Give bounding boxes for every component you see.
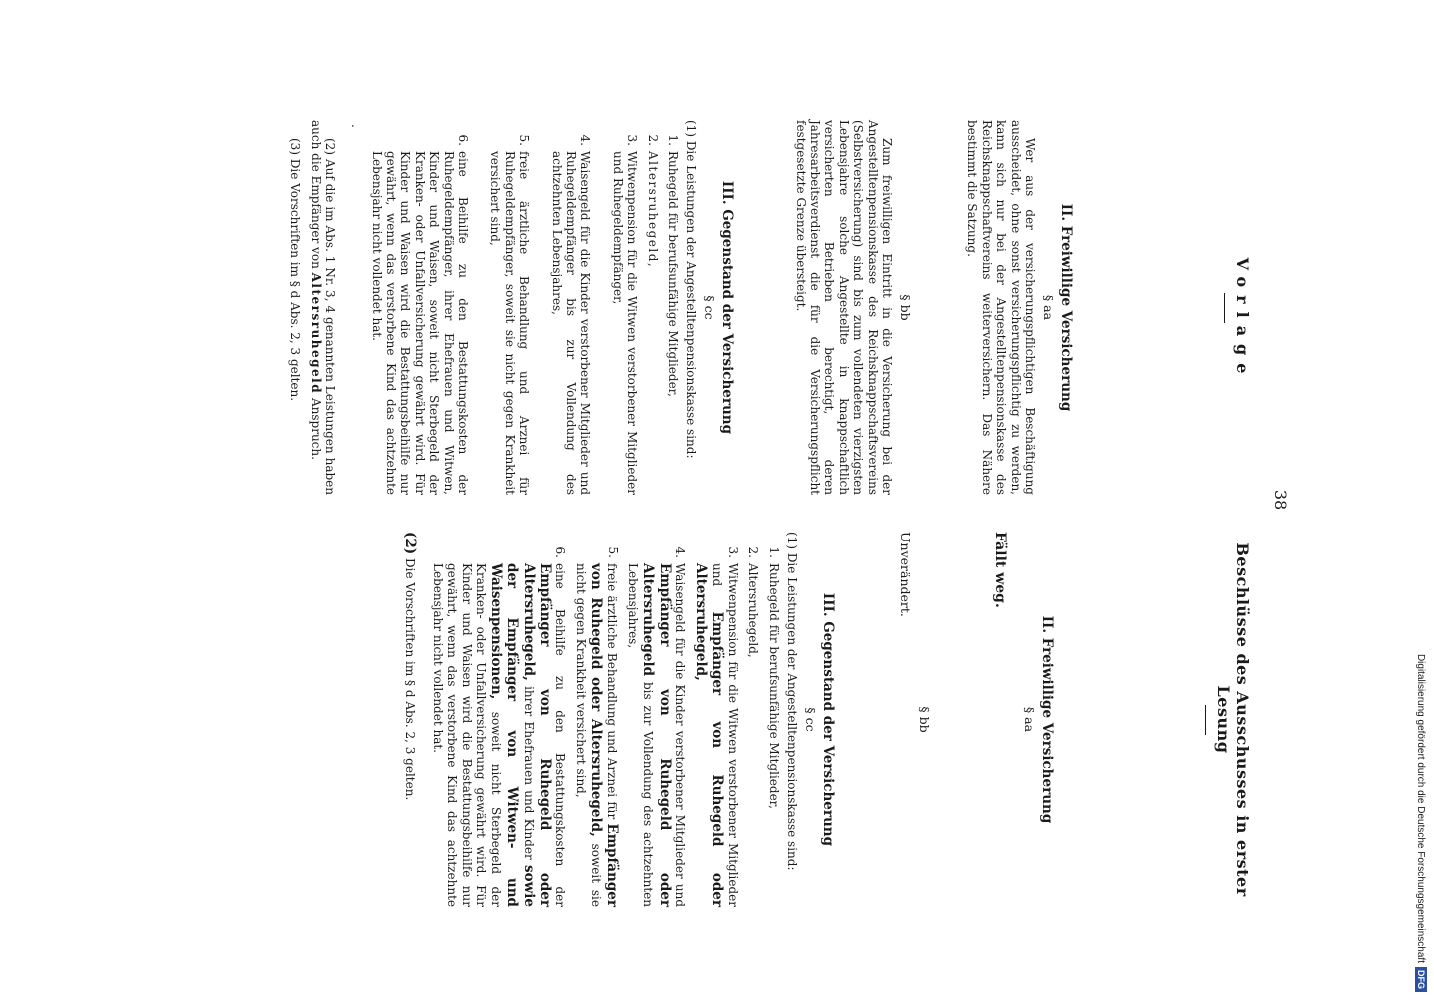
list-item-number: 6. (553, 546, 568, 558)
emphasis-amended: sowie der Empfänger von Witwen- und Waisenpensionen, (488, 563, 537, 907)
paragraph-sign-cc: § cc (803, 707, 818, 732)
unveraendert-note: Unverändert. (898, 532, 913, 617)
paragraph-cc-3: (3) Die Vorschriften im § d Abs. 2, 3 gelten. (288, 138, 303, 402)
list-item (666, 120, 680, 495)
list-item (430, 532, 567, 907)
section-title-gegenstand: III. Gegenstand der Versicherung (820, 592, 836, 847)
paragraph-cc-2: (2) Auf die im Abs. 1 Nr. 3, 4 genannten Leistungen haben auch die Empfänger von Altersruhegeld Anspruch. (308, 120, 338, 495)
paragraph-sign-cc: § cc (702, 295, 718, 320)
list-item (610, 120, 639, 495)
list-item (693, 532, 740, 907)
list-item-text: eine Beihilfe zu den Bestattungskosten der Ruhegeldempfänger, ihrer Ehefrauen und Witwen, Kinder und Waisen, soweit nicht Sterbegeld der Kranken- oder Unfallversicherung gewährt wird. Für Kinder und Waisen wird die Bestattungsbeihilfe nur gewährt, wenn das verstorbene Kind das achtzehnte Lebensjahr nicht vollendet hat. (369, 151, 471, 495)
paragraph-cc-intro: (1) Die Leistungen der Angestelltenpensionskasse sind: (785, 532, 799, 871)
list-item (488, 120, 531, 495)
header-rule (1224, 293, 1225, 323)
list-item-text: Witwenpension für die Witwen verstorbener Mitglieder und Empfänger von Ruhegeld oder Altersruhegeld, (693, 563, 740, 907)
column-vorlage (282, 120, 1252, 495)
list-item (626, 532, 687, 907)
list-item-text: Ruhegeld für berufsunfähige Mitglieder, (766, 563, 781, 809)
list-item (369, 120, 470, 495)
list-item-text: Ruhegeld für berufsunfähige Mitglieder, (665, 151, 680, 397)
faellt-weg-note: Fällt weg. (992, 532, 1008, 608)
list-item (746, 532, 760, 907)
section-title-freiwillige-versicherung: II. Freiwillige Versicherung (1039, 615, 1055, 824)
paragraph-aa-text: Wer aus der versicherungspflichtigen Beschäftigung ausscheidet, ohne sonst versicherungspflichtig zu werden, kann sich nur bei der Angestelltenpensionskasse des Reichsknappschaftvereins weiterversichern. Das Nähere bestimmt die Satzung. (965, 120, 1037, 495)
scanned-page (82, 0, 1352, 1000)
dfg-logo: DFG (1415, 967, 1427, 992)
list-item-number: 5. (517, 134, 532, 146)
list-item (766, 532, 780, 907)
paragraph-cc-intro: (1) Die Leistungen der Angestelltenpensionskasse sind: (684, 120, 699, 459)
list-item-number: 6. (456, 134, 471, 146)
section-title-gegenstand: III. Gegenstand der Versicherung (719, 180, 736, 435)
paragraph-number: (2) (402, 532, 419, 555)
list-item-text: Altersruhegeld, (645, 151, 660, 269)
list-item-number: 2. (645, 134, 660, 146)
list-item-text: freie ärztliche Behandlung und Arznei für Ruhegeldempfänger, soweit sie nicht gegen Krankheit versichert sind, (488, 151, 532, 495)
column-header-beschluesse: Beschlüsse des Ausschusses in erster Lesung (1214, 542, 1252, 897)
paragraph-sign-aa: § aa (1041, 294, 1056, 321)
list-item (573, 532, 620, 907)
page-number: 38 (1271, 489, 1290, 511)
column-beschluesse (398, 532, 1252, 907)
section-title-freiwillige-versicherung: II. Freiwillige Versicherung (1058, 203, 1074, 412)
list-item-number: 4. (673, 546, 688, 558)
header-rule (1205, 705, 1206, 735)
list-item-text: freie ärztliche Behandlung und Arznei für Empfänger von Ruhegeld oder Altersruhegeld, soweit sie nicht gegen Krankheit versichert sind, (573, 563, 620, 907)
credit-text: Digitalisierung gefördert durch die Deutsche Forschungsgemeinschaft (1415, 653, 1427, 963)
paragraph-bb-text: Zum freiwilligen Eintritt in die Versicherung bei der Angestelltenpensionskasse des Reichsknappschaftsvereins (Selbstversicherung) sind bis zum vollendeten vierzigsten Lebensjahre solche Angestellte in knappschaftlich versicherten Betrieben berechtigt, deren Jahresarbeitsverdienst die für die Versicherungspflicht festgesetzte Grenze übersteigt. (793, 120, 895, 495)
emphasis-amended: Empfänger von Ruhegeld oder Altersruhegeld, (520, 563, 553, 907)
list-item-number: 5. (605, 546, 620, 558)
list-item-number: 1. (766, 546, 781, 558)
paragraph-sign-bb: § bb (917, 706, 932, 733)
list-item-text: Waisengeld für die Kinder verstorbener Mitglieder und Ruhegeldempfänger bis zur Vollendung des achtzehnten Lebensjahres, (549, 151, 593, 495)
list-item-number: 2. (746, 546, 761, 558)
list-item-number: 4. (578, 134, 593, 146)
emphasis-amended: Empfänger von Ruhegeld oder Altersruhegeld (640, 563, 673, 907)
list-item-text: Waisengeld für die Kinder verstorbener Mitglieder und Empfänger von Ruhegeld oder Altersruhegeld bis zur Vollendung des achtzehnten Lebensjahres, (626, 563, 688, 907)
emphasis-altersruhegeld: Altersruhegeld (308, 272, 323, 395)
list-item-number: 3. (625, 134, 640, 146)
list-item-text: Altersruhegeld, (746, 563, 761, 658)
emphasis-amended: Empfänger von Ruhegeld oder Altersruhegeld, (587, 563, 620, 907)
emphasis-amended: Empfänger von Ruhegeld oder Altersruhegeld, (693, 563, 726, 907)
list-item (645, 120, 659, 495)
paragraph-sign-aa: § aa (1022, 706, 1037, 733)
list-item-text: eine Beihilfe zu den Bestattungskosten der Empfänger von Ruhegeld oder Altersruhegeld, ihrer Ehefrauen und Kinder sowie der Empfänger von Witwen- und Waisenpensionen, soweit nicht Sterbegeld der Kranken- oder Unfallversicherung gewährt wird. Für Kinder und Waisen wird die Bestattungsbeihilfe nur gewährt, wenn das verstorbene Kind das achtzehnte Lebensjahr nicht vollendet hat. (430, 563, 568, 907)
stray-mark: . (349, 124, 364, 128)
paragraph-sign-bb: § bb (898, 294, 914, 321)
list-item-number: 3. (725, 546, 740, 558)
paragraph-cc-2: (2) Die Vorschriften im § d Abs. 2, 3 gelten. (402, 532, 419, 801)
column-header-vorlage: Vorlage (1233, 257, 1252, 382)
list-item-number: 1. (665, 134, 680, 146)
list-item-text: Witwenpension für die Witwen verstorbener Mitglieder und Ruhegeldempfänger, (610, 151, 640, 495)
list-item (549, 120, 592, 495)
digitization-credit (1413, 8, 1429, 992)
